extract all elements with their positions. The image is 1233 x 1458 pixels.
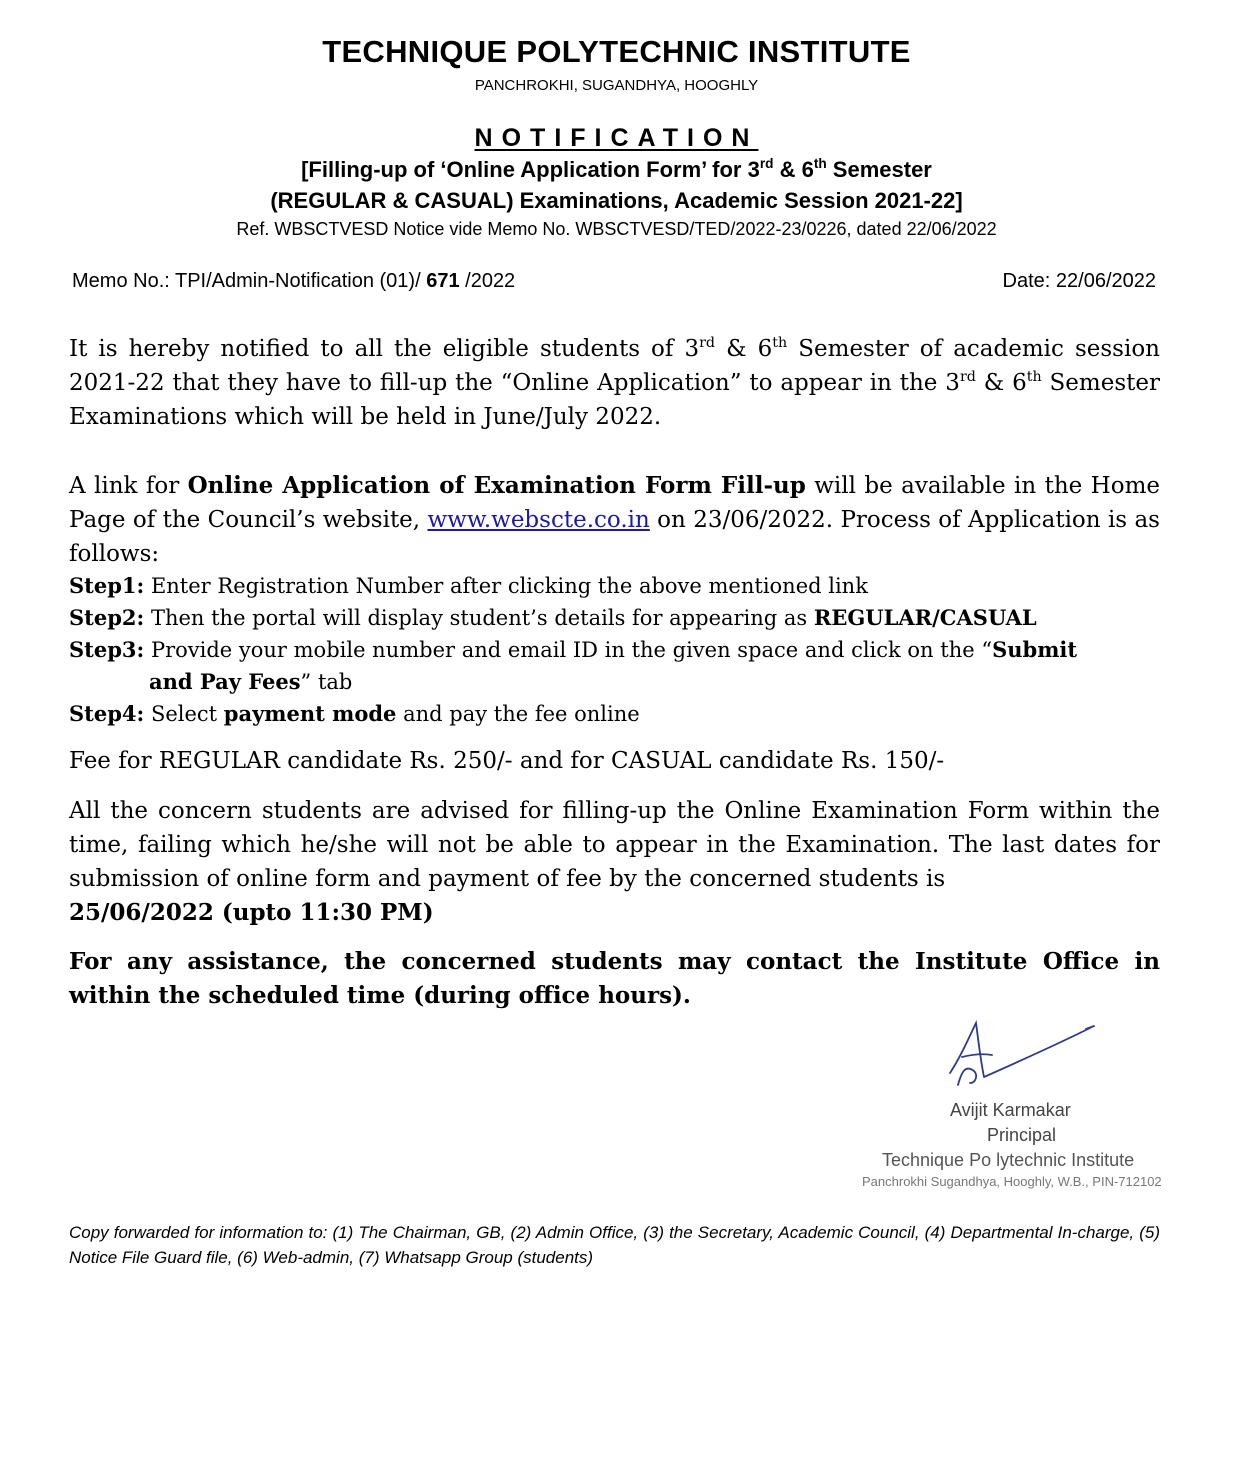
step-1-text: Enter Registration Number after clicking the above mentioned link: [144, 574, 868, 598]
para1-text-b: & 6: [715, 336, 773, 362]
para1-text-c: Semester of academic session 2021-22 that they have to fill-up the “Online Application” to appear in the 3: [69, 336, 1160, 396]
reference-line: Ref. WBSCTVESD Notice vide Memo No. WBSCTVESD/TED/2022-23/0226, dated 22/06/2022: [236, 219, 997, 239]
notification-title: NOTIFICATION: [474, 124, 759, 152]
step-2-bold: REGULAR/CASUAL: [813, 605, 1037, 630]
step-4-text: Select: [144, 702, 224, 726]
para1-sup-th-2: th: [1026, 368, 1042, 385]
step-2: [69, 602, 1160, 634]
para2-bold: Online Application of Examination Form Fill-up: [187, 472, 806, 499]
signatory-institute: Technique Po lytechnic Institute: [882, 1150, 1135, 1170]
step-3: [69, 634, 1160, 666]
memo-number: [72, 270, 515, 293]
para3-text: All the concern students are advised for filling-up the Online Examination Form within the time, failing which he/she will not be able to appear in the Examination. The last dates for submission of online form and payment of fee by the concerned students is: [69, 798, 1160, 892]
para2-text-a: A link for: [69, 473, 188, 499]
institute-name: TECHNIQUE POLYTECHNIC INSTITUTE: [322, 34, 911, 69]
superscript-rd: rd: [759, 156, 774, 171]
memo-suffix: /2022: [459, 270, 516, 292]
subject-line-1: [0, 157, 1233, 183]
subject-text-a: [Filling-up of ‘Online Application Form’ for 3: [301, 157, 760, 182]
institute-address: PANCHROKHI, SUGANDHYA, HOOGHLY: [474, 77, 759, 94]
notice-paragraph-1: [69, 332, 1160, 434]
para1-text-d: & 6: [975, 370, 1027, 396]
step-1: [69, 570, 1160, 602]
subject-line-2: (REGULAR & CASUAL) Examinations, Academic Session 2021-22]: [270, 188, 963, 213]
step-2-text: Then the portal will display student’s details for appearing as: [144, 606, 814, 630]
subject-text-b: & 6: [773, 157, 814, 182]
step-3-text: Provide your mobile number and email ID in the given space and click on the “: [144, 638, 993, 662]
step-4-tail: and pay the fee online: [396, 702, 640, 726]
para1-text-e: Semester Examinations which will be held in June/July 2022.: [69, 370, 1160, 430]
superscript-th: th: [813, 156, 827, 171]
signatory-address: Panchrokhi Sugandhya, Hooghly, W.B., PIN-712102: [862, 1174, 1162, 1189]
submission-deadline: 25/06/2022 (upto 11:30 PM): [69, 899, 434, 926]
step-4-bold: payment mode: [223, 701, 397, 726]
signature-mark: [940, 1015, 1110, 1095]
step-2-label: Step2:: [69, 605, 145, 630]
step-3-bold: Submit: [992, 637, 1078, 662]
para1-sup-rd: rd: [699, 334, 716, 351]
para1-sup-th: th: [772, 334, 788, 351]
memo-number-value: 671: [426, 270, 460, 292]
step-3-continued: [149, 666, 1233, 698]
memo-date: Date: 22/06/2022: [1002, 270, 1156, 292]
step-4-label: Step4:: [69, 701, 145, 726]
notice-paragraph-3: [69, 794, 1160, 930]
notification-heading: [0, 124, 1233, 153]
memo-prefix: Memo No.: TPI/Admin-Notification (01)/: [72, 270, 427, 292]
signatory-title: Principal: [987, 1125, 1057, 1145]
step-3-bold-2: and Pay Fees: [149, 669, 301, 694]
assistance-paragraph: For any assistance, the concerned students may contact the Institute Office in within the scheduled time (during office hours).: [69, 948, 1160, 1009]
para2-text-c: on 23/06/2022. Process of Application is as follows:: [69, 507, 1160, 567]
fee-line: Fee for REGULAR candidate Rs. 250/- and for CASUAL candidate Rs. 150/-: [69, 748, 945, 774]
signatory-name: Avijit Karmakar: [950, 1100, 1071, 1120]
para2-text-b: will be available in the Home Page of the Council’s website,: [69, 473, 1161, 533]
step-3-label: Step3:: [69, 637, 145, 662]
para1-text-a: It is hereby notified to all the eligible students of 3: [69, 336, 700, 362]
step-1-label: Step1:: [69, 573, 145, 598]
para1-sup-rd-2: rd: [959, 368, 976, 385]
step-4: [69, 698, 1160, 730]
subject-text-c: Semester: [826, 157, 932, 182]
notice-paragraph-2: [69, 469, 1160, 571]
step-3-tail: ” tab: [300, 670, 353, 694]
copy-forwarded-note: Copy forwarded for information to: (1) The Chairman, GB, (2) Admin Office, (3) the Secretary, Academic Council, (4) Departmental In-charge, (5) Notice File Guard file, (6) Web-admin, (7) Whatsapp Group (students): [69, 1223, 1160, 1267]
council-website-link[interactable]: www.webscte.co.in: [427, 507, 650, 533]
